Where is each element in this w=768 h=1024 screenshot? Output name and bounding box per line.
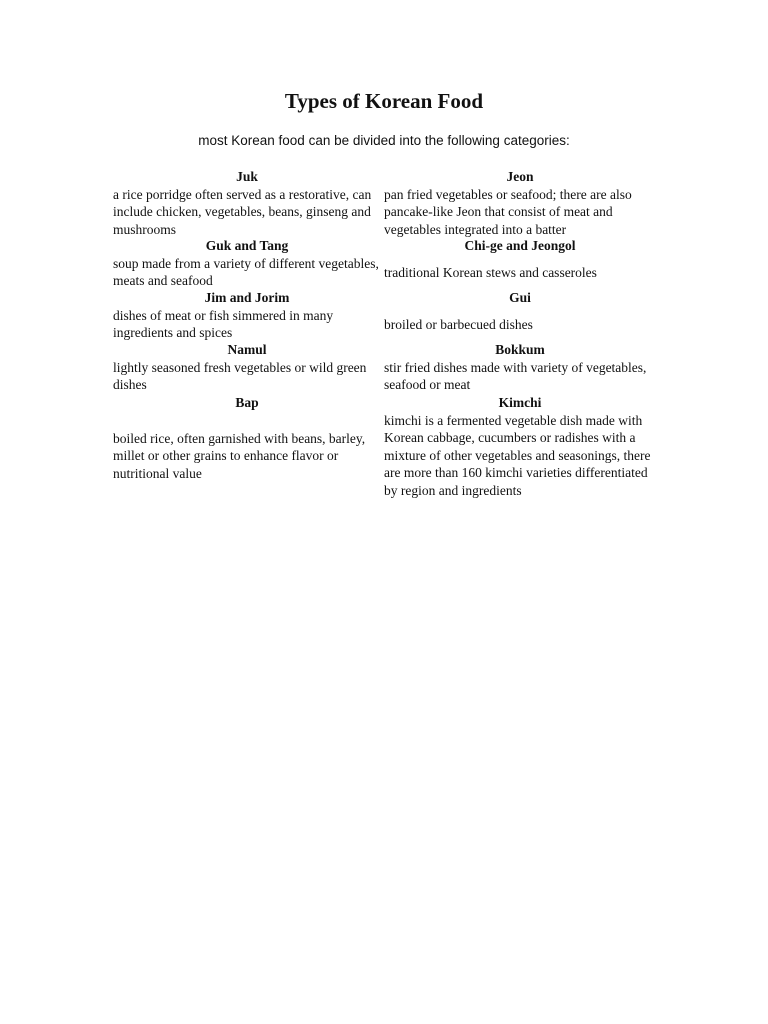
category-description: broiled or barbecued dishes xyxy=(384,316,533,332)
category-description: dishes of meat or fish simmered in many ingredients and spices xyxy=(113,307,334,340)
category-jim-and-jorim xyxy=(113,289,381,342)
category-gui xyxy=(384,289,656,333)
category-description: stir fried dishes made with variety of vegetables, seafood or meat xyxy=(384,359,647,392)
category-heading: Chi-ge and Jeongol xyxy=(464,238,576,253)
page-title: Types of Korean Food xyxy=(284,89,484,113)
category-namul xyxy=(113,341,381,394)
category-description: pan fried vegetables or seafood; there are also pancake-like Jeon that consist of meat and vegetables integrated into a batter xyxy=(384,186,632,237)
category-heading: Jeon xyxy=(506,169,534,184)
category-bap xyxy=(113,394,381,482)
category-heading: Kimchi xyxy=(498,395,542,410)
category-description: a rice porridge often served as a restorative, can include chicken, vegetables, beans, ginseng and mushrooms xyxy=(113,186,372,237)
category-kimchi xyxy=(384,394,656,499)
category-heading: Jim and Jorim xyxy=(204,290,290,305)
intro-text: most Korean food can be divided into the following categories: xyxy=(198,133,570,148)
category-heading: Juk xyxy=(236,169,258,184)
category-description: boiled rice, often garnished with beans, barley, millet or other grains to enhance flavor or nutritional value xyxy=(113,430,366,481)
category-juk xyxy=(113,168,381,238)
category-jeon xyxy=(384,168,656,238)
category-description: kimchi is a fermented vegetable dish made with Korean cabbage, cucumbers or radishes with a mixture of other vegetables and seasonings, there are more than 160 kimchi varieties differentiated by region and ingredients xyxy=(384,412,651,498)
category-description: traditional Korean stews and casseroles xyxy=(384,264,597,280)
category-guk-and-tang xyxy=(113,237,381,290)
category-heading: Bokkum xyxy=(495,342,545,357)
category-description: soup made from a variety of different vegetables, meats and seafood xyxy=(113,255,379,288)
category-chi-ge-and-jeongol xyxy=(384,237,656,281)
category-description: lightly seasoned fresh vegetables or wild green dishes xyxy=(113,359,367,392)
category-heading: Namul xyxy=(227,342,267,357)
category-heading: Gui xyxy=(509,290,531,305)
category-heading: Bap xyxy=(235,395,259,410)
category-bokkum xyxy=(384,341,656,394)
category-heading: Guk and Tang xyxy=(205,238,289,253)
